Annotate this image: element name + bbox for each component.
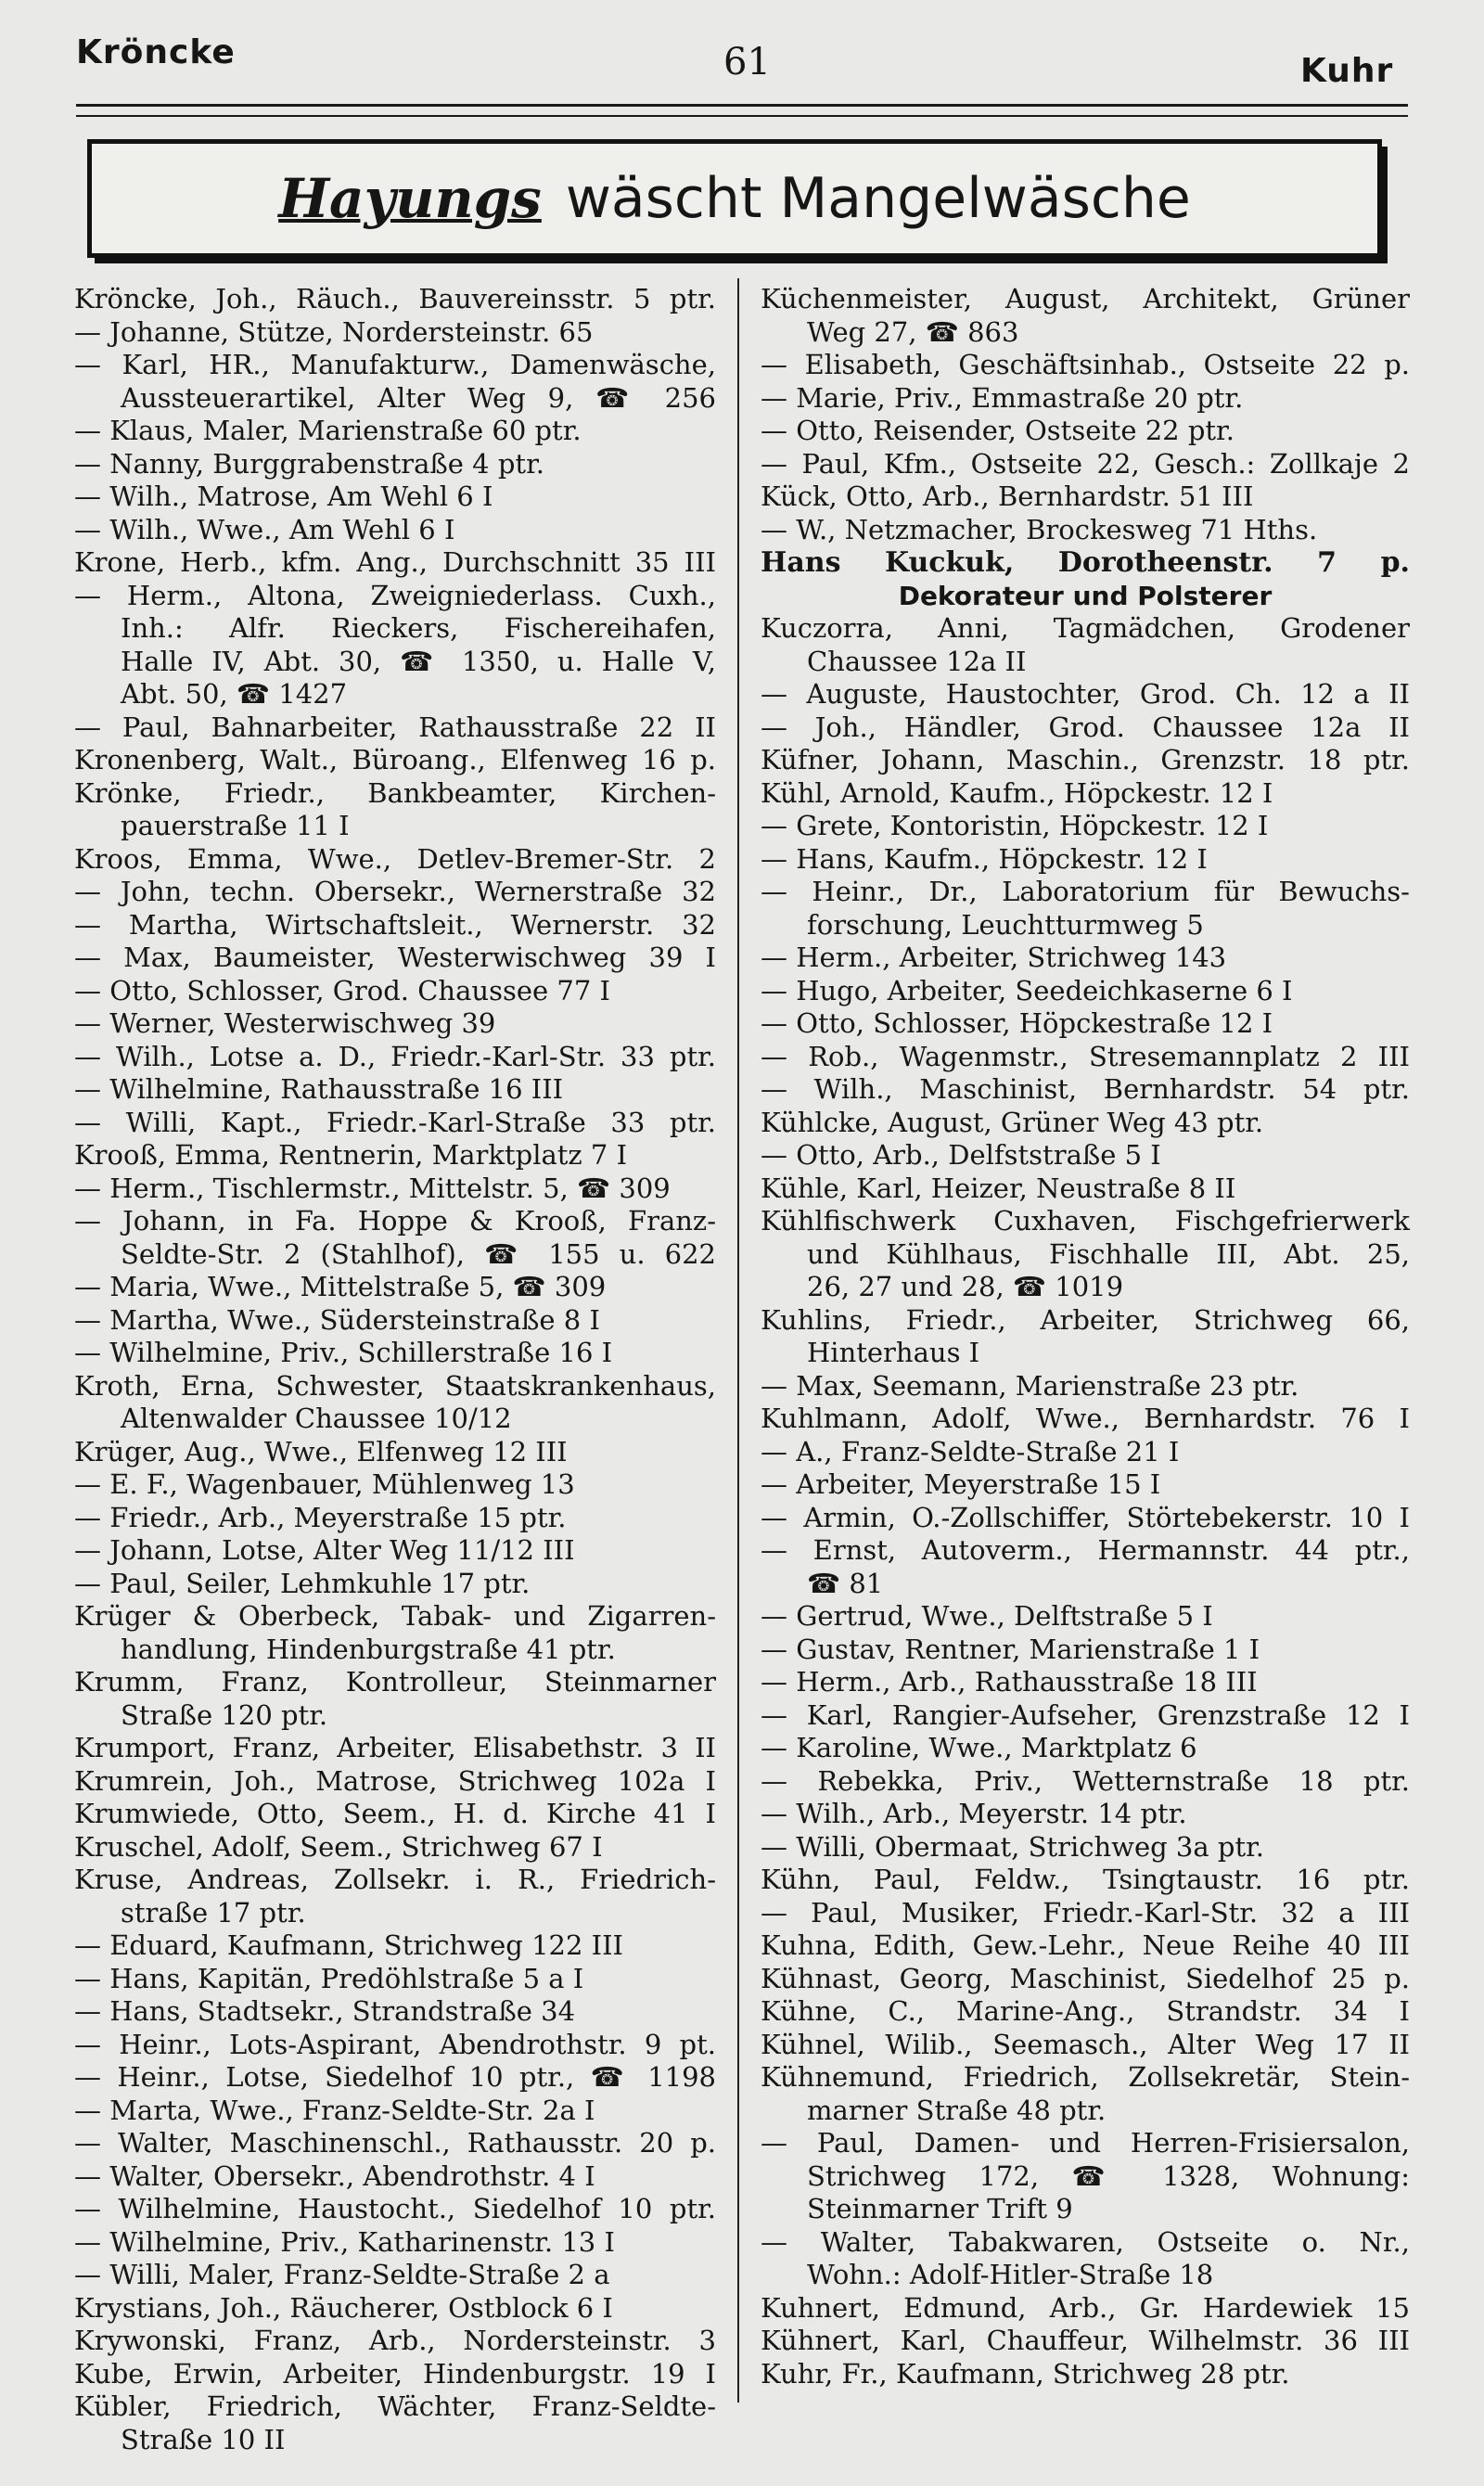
directory-entry-line: — Heinr., Lots-Aspirant, Abendrothstr. 9 pt. [74,2028,716,2060]
directory-entry-line: — W., Netzmacher, Brockesweg 71 Hths. [761,513,1318,545]
directory-entry-line: Kuhnert, Edmund, Arb., Gr. Hardewiek 15 [761,2291,1410,2324]
directory-entry-line: Kühne, C., Marine-Ang., Strandstr. 34 I [761,1995,1410,2027]
directory-entry-line: Krystians, Joh., Räucherer, Ostblock 6 I [74,2291,613,2324]
directory-entry-line: Weg 27, ☎ 863 [807,315,1019,348]
directory-entry-line: Kube, Erwin, Arbeiter, Hindenburgstr. 19 I [74,2357,716,2390]
header-left-keyword: Kröncke [76,33,236,71]
directory-entry-line: — Johanne, Stütze, Nordersteinstr. 65 [74,315,594,348]
directory-entry-line: — Wilh., Lotse a. D., Friedr.-Karl-Str. 33 ptr. [74,1040,716,1072]
directory-entry-line: — John, techn. Obersekr., Wernerstraße 32 [74,876,716,907]
directory-entry-line: Krone, Herb., kfm. Ang., Durchschnitt 35 III [74,546,716,578]
directory-entry-line: — Otto, Schlosser, Grod. Chaussee 77 I [74,974,610,1006]
header-rule-top [76,104,1408,107]
directory-entry-line: — Willi, Obermaat, Strichweg 3a ptr. [761,1830,1264,1863]
directory-entry-line: — Otto, Reisender, Ostseite 22 ptr. [761,415,1235,446]
directory-entry-line: — Herm., Altona, Zweigniederlass. Cuxh., [74,579,716,611]
directory-entry-line: Chaussee 12a II [807,645,1027,677]
directory-entry-line: — Paul, Bahnarbeiter, Rathausstraße 22 II [74,711,716,743]
directory-entry-line: — E. F., Wagenbauer, Mühlenweg 13 [74,1468,575,1500]
directory-entry-line: — Rob., Wagenmstr., Stresemannplatz 2 III [761,1040,1410,1072]
directory-entry-line: Kühlfischwerk Cuxhaven, Fischgefrierwerk [761,1205,1410,1237]
directory-entry-line: Küchenmeister, August, Architekt, Grüner [761,283,1410,314]
directory-entry-line: — Hugo, Arbeiter, Seedeichkaserne 6 I [761,974,1293,1006]
header-rule-bottom [76,115,1408,117]
directory-entry-line: Steinmarner Trift 9 [807,2193,1073,2224]
directory-entry-line: Kronenberg, Walt., Büroang., Elfenweg 16 p. [74,744,716,775]
directory-entry-line: — Wilh., Arb., Meyerstr. 14 ptr. [761,1798,1187,1829]
directory-entry-line: Kühnert, Karl, Chauffeur, Wilhelmstr. 36 III [761,2325,1410,2356]
left-column [74,283,716,2456]
directory-entry-line: — Martha, Wirtschaftsleit., Wernerstr. 32 [74,908,716,941]
advertisement-box [87,139,1382,258]
directory-entry-line: — Hans, Kaufm., Höpckestr. 12 I [761,842,1208,875]
directory-entry-line: Abt. 50, ☎ 1427 [121,678,348,710]
directory-entry-line: — Friedr., Arb., Meyerstraße 15 ptr. [74,1501,567,1533]
directory-entry-line: Kuhlins, Friedr., Arbeiter, Strichweg 66, [761,1303,1410,1336]
directory-entry-line: — Walter, Tabakwaren, Ostseite o. Nr., [761,2225,1410,2258]
directory-entry-line: Straße 10 II [121,2423,286,2455]
directory-entry-line: Kühle, Karl, Heizer, Neustraße 8 II [761,1172,1236,1204]
directory-entry-line: — Wilhelmine, Priv., Schillerstraße 16 I [74,1337,613,1368]
right-column [761,283,1410,2390]
directory-entry-line: Strichweg 172, ☎ 1328, Wohnung: [807,2159,1410,2192]
directory-entry-line: Altenwalder Chaussee 10/12 [121,1403,512,1434]
directory-entry-line: — Johann, Lotse, Alter Weg 11/12 III [74,1534,575,1566]
directory-entry-line: Krumwiede, Otto, Seem., H. d. Kirche 41 I [74,1798,716,1829]
directory-entry-line: — Ernst, Autoverm., Hermannstr. 44 ptr., [761,1534,1410,1566]
directory-entry-line: — Willi, Kapt., Friedr.-Karl-Straße 33 ptr. [74,1106,716,1138]
directory-entry-line: — Herm., Arb., Rathausstraße 18 III [761,1666,1258,1698]
directory-entry-line: und Kühlhaus, Fischhalle III, Abt. 25, [807,1237,1410,1270]
directory-entry-line: Krüger, Aug., Wwe., Elfenweg 12 III [74,1435,568,1467]
directory-entry-line: — Hans, Kapitän, Predöhlstraße 5 a I [74,1962,584,1994]
directory-entry-line: Krumport, Franz, Arbeiter, Elisabethstr. 3 II [74,1732,716,1763]
directory-entry-line: — Wilh., Matrose, Am Wehl 6 I [74,481,493,512]
directory-entry-line: — Karl, Rangier-Aufseher, Grenzstraße 12 I [761,1698,1410,1731]
directory-entry-line: — A., Franz-Seldte-Straße 21 I [761,1435,1180,1467]
directory-entry-line: — Paul, Kfm., Ostseite 22, Gesch.: Zollkaje 2 [761,447,1410,480]
directory-entry-line: Dekorateur und Polsterer [898,580,1273,611]
header-right-keyword: Kuhr [1300,52,1394,90]
directory-entry-line: Kruse, Andreas, Zollsekr. i. R., Friedrich- [74,1864,716,1895]
directory-entry-line: straße 17 ptr. [121,1896,306,1929]
directory-entry-line: Halle IV, Abt. 30, ☎ 1350, u. Halle V, [121,645,716,677]
directory-entry-line: — Wilhelmine, Priv., Katharinenstr. 13 I [74,2225,615,2258]
directory-entry-line: — Wilhelmine, Rathausstraße 16 III [74,1073,564,1105]
directory-entry-line: Küfner, Johann, Maschin., Grenzstr. 18 ptr. [761,744,1410,775]
directory-entry-line: Straße 120 ptr. [121,1698,328,1731]
directory-entry-line: — Herm., Tischlermstr., Mittelstr. 5, ☎ 309 [74,1172,671,1204]
directory-entry-line: — Willi, Maler, Franz-Seldte-Straße 2 a [74,2259,610,2290]
directory-entry-line: — Nanny, Burggrabenstraße 4 ptr. [74,447,544,480]
directory-entry-line: — Paul, Damen- und Herren-Frisiersalon, [761,2127,1410,2159]
directory-entry-line: — Otto, Schlosser, Höpckestraße 12 I [761,1007,1273,1039]
directory-entry-line: Krumrein, Joh., Matrose, Strichweg 102a I [74,1764,716,1797]
directory-entry-line: Kröncke, Joh., Räuch., Bauvereinsstr. 5 ptr. [74,283,716,314]
directory-entry-line: Aussteuerartikel, Alter Weg 9, ☎ 256 [121,381,716,414]
directory-entry-line: — Johann, in Fa. Hoppe & Krooß, Franz- [74,1205,716,1237]
directory-entry-line: Kruschel, Adolf, Seem., Strichweg 67 I [74,1830,603,1863]
directory-entry-line: — Otto, Arb., Delfststraße 5 I [761,1139,1161,1171]
directory-entry-line: — Rebekka, Priv., Wetternstraße 18 ptr. [761,1764,1410,1797]
directory-entry-line: Kühnast, Georg, Maschinist, Siedelhof 25 p. [761,1962,1410,1994]
directory-entry-line: — Paul, Musiker, Friedr.-Karl-Str. 32 a III [761,1896,1410,1929]
directory-entry-line: pauerstraße 11 I [121,810,350,841]
directory-entry-line: Kroth, Erna, Schwester, Staatskrankenhaus, [74,1369,716,1402]
directory-entry-line: — Arbeiter, Meyerstraße 15 I [761,1468,1161,1500]
directory-entry-line: Wohn.: Adolf-Hitler-Straße 18 [807,2259,1214,2290]
directory-entry-line: — Armin, O.-Zollschiffer, Störtebekerstr. 10 I [761,1501,1410,1533]
directory-entry-line: Kühnel, Wilib., Seemasch., Alter Weg 17 II [761,2028,1410,2060]
directory-entry-line: 26, 27 und 28, ☎ 1019 [807,1271,1124,1302]
directory-entry-line: — Wilh., Maschinist, Bernhardstr. 54 ptr. [761,1073,1410,1105]
directory-entry-line: Kuhna, Edith, Gew.-Lehr., Neue Reihe 40 III [761,1929,1410,1961]
directory-entry-line: Krumm, Franz, Kontrolleur, Steinmarner [74,1666,716,1698]
directory-entry-line: Kühlcke, August, Grüner Weg 43 ptr. [761,1106,1264,1138]
ad-brand: Hayungs [278,167,542,230]
directory-entry-line: ☎ 81 [807,1567,884,1599]
page-number: 61 [723,41,771,83]
ad-slogan: wäscht Mangelwäsche [565,166,1191,231]
directory-entry-line: Kühl, Arnold, Kaufm., Höpckestr. 12 I [761,776,1273,809]
directory-entry-line: — Karl, HR., Manufakturw., Damenwäsche, [74,349,716,380]
directory-entry-line: — Gustav, Rentner, Marienstraße 1 I [761,1633,1260,1665]
directory-entry-line: — Marta, Wwe., Franz-Seldte-Str. 2a I [74,2094,595,2126]
directory-entry-line: Kuczorra, Anni, Tagmädchen, Grodener [761,612,1410,644]
directory-entry-line: Hinterhaus I [807,1337,980,1368]
directory-entry-line: Kübler, Friedrich, Wächter, Franz-Seldte- [74,2390,716,2422]
directory-entry-line: Krywonski, Franz, Arb., Nordersteinstr. 3 [74,2325,716,2356]
directory-entry-line: handlung, Hindenburgstraße 41 ptr. [121,1633,616,1665]
directory-entry-line: Kück, Otto, Arb., Bernhardstr. 51 III [761,481,1254,512]
directory-entry-line: — Maria, Wwe., Mittelstraße 5, ☎ 309 [74,1271,607,1302]
directory-entry-line: Krooß, Emma, Rentnerin, Marktplatz 7 I [74,1139,628,1171]
directory-entry-line: — Heinr., Lotse, Siedelhof 10 ptr., ☎ 1198 [74,2061,716,2093]
directory-entry-line: Kühnemund, Friedrich, Zollsekretär, Stein- [761,2061,1410,2093]
directory-entry-line: — Joh., Händler, Grod. Chaussee 12a II [761,711,1410,743]
directory-entry-line: — Paul, Seiler, Lehmkuhle 17 ptr. [74,1567,531,1599]
directory-entry-line: — Heinr., Dr., Laboratorium für Bewuchs- [761,876,1410,907]
directory-entry-line: — Herm., Arbeiter, Strichweg 143 [761,942,1227,973]
directory-entry-line: Hans Kuckuk, Dorotheenstr. 7 p. [761,546,1410,579]
directory-entry-line: — Hans, Stadtsekr., Strandstraße 34 [74,1995,576,2027]
directory-entry-line: Krüger & Oberbeck, Tabak- und Zigarren- [74,1600,716,1632]
directory-entry-line: — Max, Seemann, Marienstraße 23 ptr. [761,1369,1299,1402]
directory-entry-line: Krönke, Friedr., Bankbeamter, Kirchen- [74,776,716,809]
directory-entry-line: forschung, Leuchtturmweg 5 [807,908,1204,941]
directory-entry-line: Kuhr, Fr., Kaufmann, Strichweg 28 ptr. [761,2357,1290,2390]
directory-entry-line: — Eduard, Kaufmann, Strichweg 122 III [74,1929,624,1961]
directory-entry-line: — Marie, Priv., Emmastraße 20 ptr. [761,381,1244,414]
directory-entry-line: — Auguste, Haustochter, Grod. Ch. 12 a II [761,678,1410,710]
directory-entry-line: — Wilh., Wwe., Am Wehl 6 I [74,513,455,545]
directory-entry-line: — Wilhelmine, Haustocht., Siedelhof 10 ptr. [74,2193,716,2224]
directory-entry-line: — Max, Baumeister, Westerwischweg 39 I [74,942,716,973]
directory-entry-line: — Klaus, Maler, Marienstraße 60 ptr. [74,415,582,446]
directory-entry-line: Inh.: Alfr. Rieckers, Fischereihafen, [121,612,716,644]
directory-entry-line: — Gertrud, Wwe., Delftstraße 5 I [761,1600,1213,1632]
directory-entry-line: — Grete, Kontoristin, Höpckestr. 12 I [761,810,1269,841]
directory-entry-line: — Werner, Westerwischweg 39 [74,1007,496,1039]
directory-entry-line: — Karoline, Wwe., Marktplatz 6 [761,1732,1197,1763]
directory-entry-line: Seldte-Str. 2 (Stahlhof), ☎ 155 u. 622 [121,1237,716,1270]
directory-entry-line: Kroos, Emma, Wwe., Detlev-Bremer-Str. 2 [74,842,716,875]
directory-entry-line: marner Straße 48 ptr. [807,2094,1107,2126]
directory-entry-line: — Martha, Wwe., Südersteinstraße 8 I [74,1303,600,1336]
directory-entry-line: — Elisabeth, Geschäftsinhab., Ostseite 22 p. [761,349,1410,380]
column-divider [737,278,739,2403]
directory-entry-line: Kuhlmann, Adolf, Wwe., Bernhardstr. 76 I [761,1403,1410,1434]
directory-entry-line: — Walter, Maschinenschl., Rathausstr. 20 p. [74,2127,716,2159]
directory-entry-line: — Walter, Obersekr., Abendrothstr. 4 I [74,2159,595,2192]
directory-entry-line: Kühn, Paul, Feldw., Tsingtaustr. 16 ptr. [761,1864,1410,1895]
